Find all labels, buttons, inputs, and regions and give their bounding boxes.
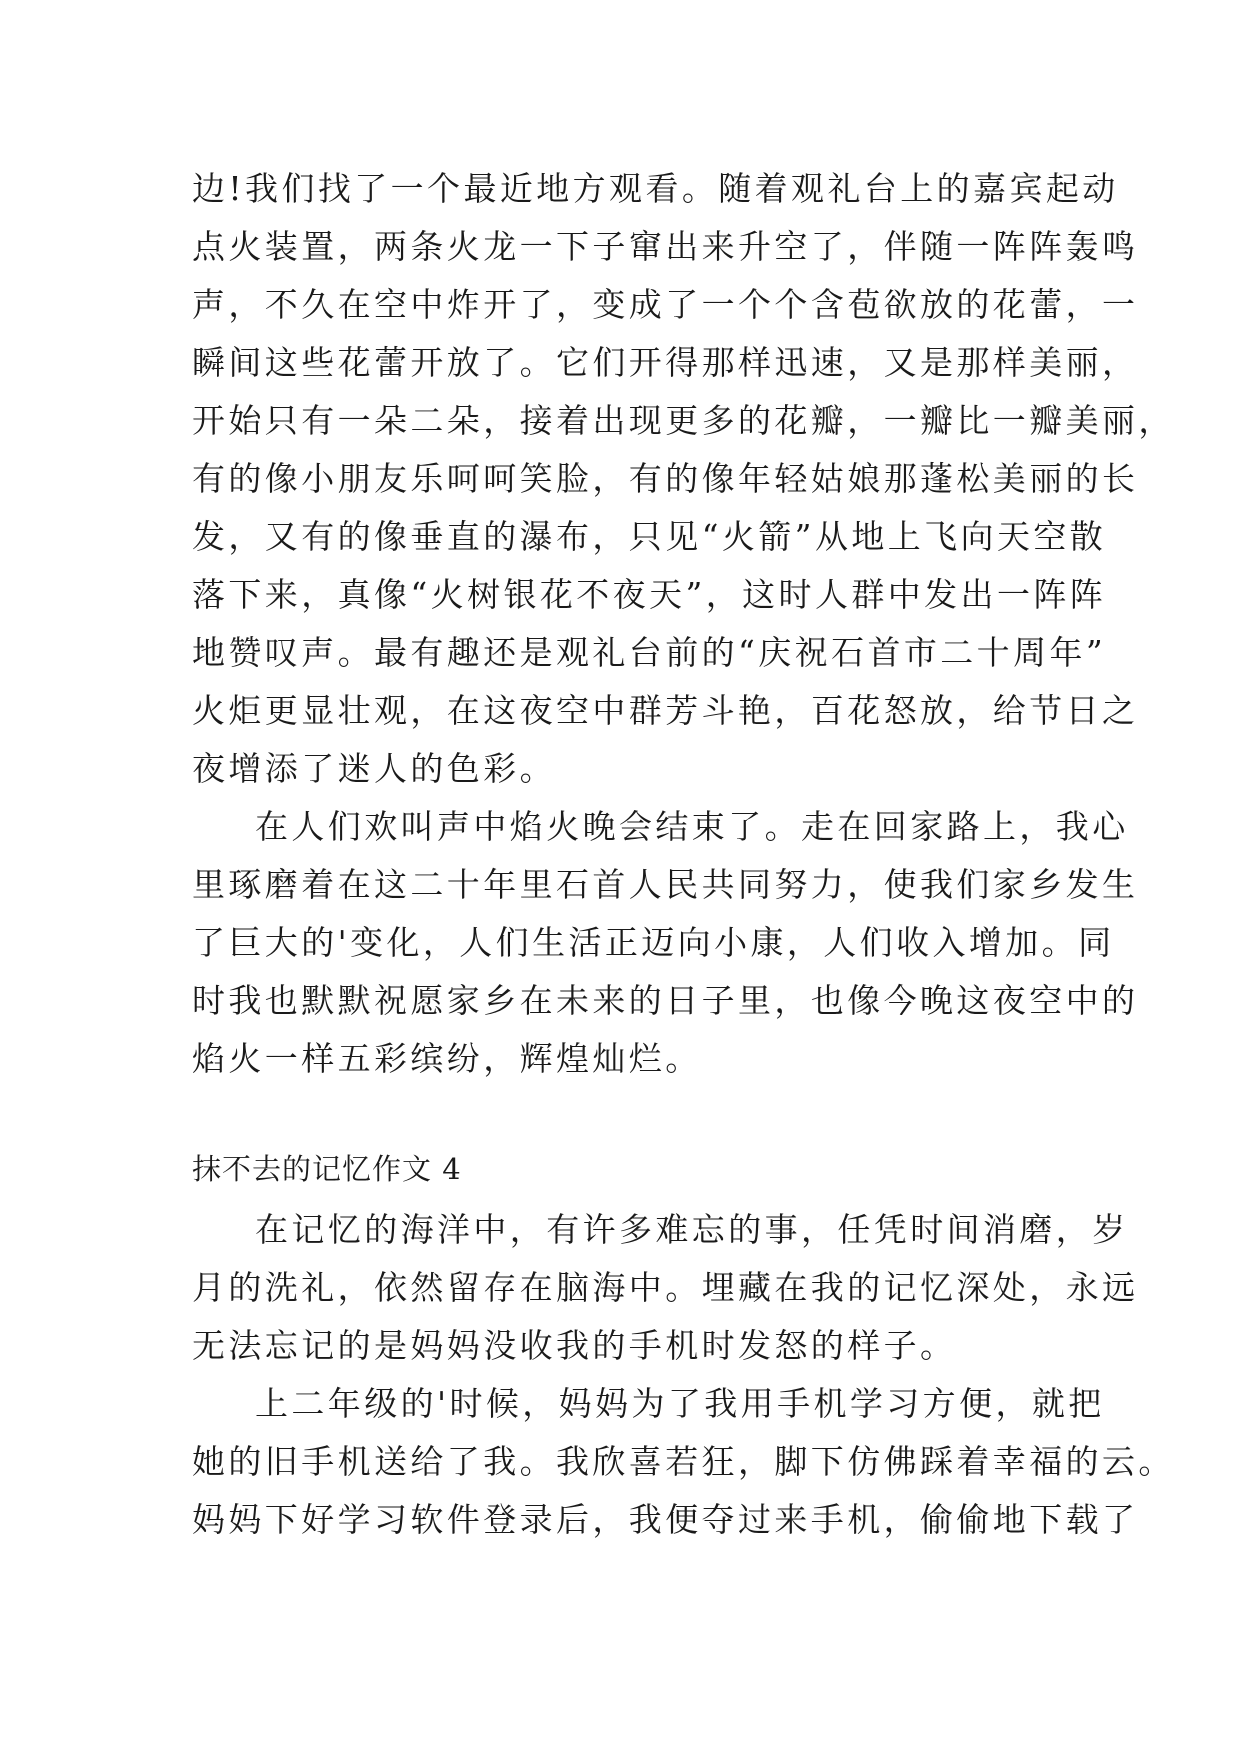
paragraph-first-line: 在记忆的海洋中，有许多难忘的事，任凭时间消磨，岁 [255, 1210, 1129, 1249]
text-line: 她的旧手机送给了我。我欣喜若狂，脚下仿佛踩着幸福的云。 [192, 1442, 1175, 1481]
text-line: 妈妈下好学习软件登录后，我便夺过来手机，偷偷地下载了 [192, 1500, 1139, 1539]
text-line: 开始只有一朵二朵，接着出现更多的花瓣，一瓣比一瓣美丽， [192, 401, 1175, 440]
text-line: 了巨大的'变化，人们生活正迈向小康，人们收入增加。同 [192, 923, 1115, 962]
text-line: 声，不久在空中炸开了，变成了一个个含苞欲放的花蕾，一 [192, 285, 1139, 324]
text-line: 发，又有的像垂直的瀑布，只见“火箭”从地上飞向天空散 [192, 517, 1107, 556]
text-line: 边!我们找了一个最近地方观看。随着观礼台上的嘉宾起动 [192, 169, 1119, 208]
text-line: 夜增添了迷人的色彩。 [192, 749, 556, 788]
text-line: 火炬更显壮观，在这夜空中群芳斗艳，百花怒放，给节日之 [192, 691, 1139, 730]
text-line: 时我也默默祝愿家乡在未来的日子里，也像今晚这夜空中的 [192, 981, 1139, 1020]
text-line: 地赞叹声。最有趣还是观礼台前的“庆祝石首市二十周年” [192, 633, 1107, 672]
text-line: 瞬间这些花蕾开放了。它们开得那样迅速，又是那样美丽， [192, 343, 1139, 382]
paragraph-first-line: 上二年级的'时候，妈妈为了我用手机学习方便，就把 [255, 1384, 1105, 1423]
paragraph-first-line: 在人们欢叫声中焰火晚会结束了。走在回家路上，我心 [255, 807, 1129, 846]
text-line: 焰火一样五彩缤纷，辉煌灿烂。 [192, 1039, 702, 1078]
section-title: 抹不去的记忆作文 4 [192, 1152, 462, 1186]
text-line: 有的像小朋友乐呵呵笑脸，有的像年轻姑娘那蓬松美丽的长 [192, 459, 1139, 498]
text-line: 月的洗礼，依然留存在脑海中。埋藏在我的记忆深处，永远 [192, 1268, 1139, 1307]
text-line: 无法忘记的是妈妈没收我的手机时发怒的样子。 [192, 1326, 957, 1365]
text-line: 点火装置，两条火龙一下子窜出来升空了，伴随一阵阵轰鸣 [192, 227, 1139, 266]
text-line: 里琢磨着在这二十年里石首人民共同努力，使我们家乡发生 [192, 865, 1139, 904]
text-line: 落下来，真像“火树银花不夜天”，这时人群中发出一阵阵 [192, 575, 1107, 614]
